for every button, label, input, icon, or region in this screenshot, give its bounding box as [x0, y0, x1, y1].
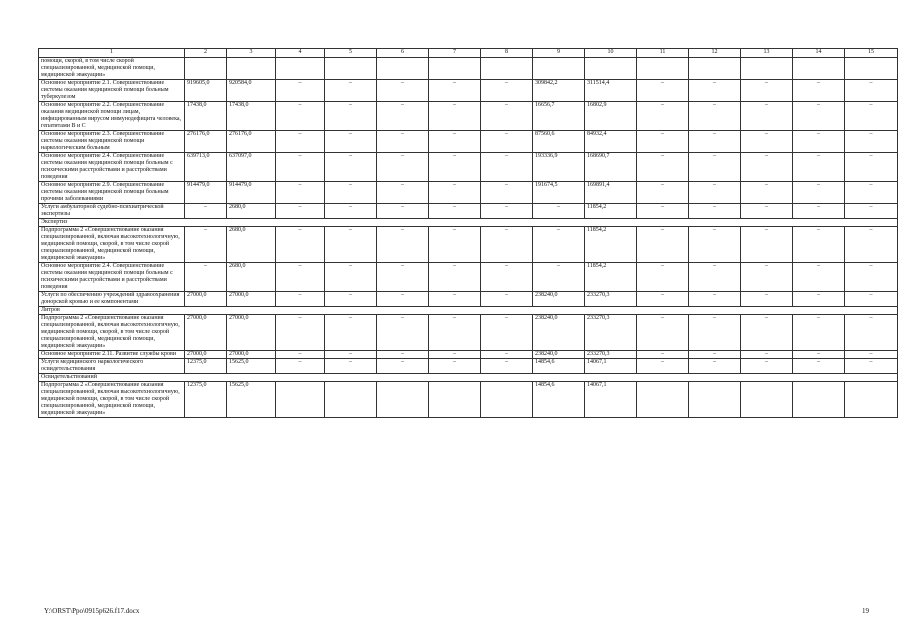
- table-row: [39, 263, 898, 292]
- value-cell: –: [845, 227, 898, 263]
- value-cell: –: [325, 315, 377, 351]
- value-cell: 2680,0: [227, 263, 276, 292]
- value-cell: 919605,0: [185, 80, 227, 102]
- page-number: 19: [862, 607, 869, 615]
- value-cell: 193336,9: [533, 153, 585, 182]
- value-cell: 914479,0: [185, 182, 227, 204]
- unit-row: [39, 307, 898, 315]
- value-cell: 84932,4: [585, 131, 637, 153]
- value-cell: 27000,0: [227, 315, 276, 351]
- value-cell: –: [689, 263, 741, 292]
- unit-label: Экспертиз: [39, 219, 898, 227]
- value-cell: –: [637, 359, 689, 374]
- budget-table: [38, 48, 898, 418]
- value-cell: –: [845, 131, 898, 153]
- value-cell: [185, 58, 227, 80]
- value-cell: 15625,0: [227, 382, 276, 418]
- value-cell: –: [429, 131, 481, 153]
- value-cell: 920584,0: [227, 80, 276, 102]
- value-cell: –: [429, 102, 481, 131]
- value-cell: –: [276, 80, 325, 102]
- value-cell: –: [276, 102, 325, 131]
- unit-label: Освидетельствований: [39, 374, 898, 382]
- value-cell: –: [741, 263, 793, 292]
- value-cell: 276176,0: [227, 131, 276, 153]
- value-cell: [689, 58, 741, 80]
- value-cell: –: [481, 80, 533, 102]
- value-cell: 27000,0: [185, 351, 227, 359]
- value-cell: –: [429, 359, 481, 374]
- value-cell: 27000,0: [185, 292, 227, 307]
- value-cell: –: [845, 153, 898, 182]
- value-cell: –: [325, 131, 377, 153]
- value-cell: –: [793, 131, 845, 153]
- value-cell: [741, 58, 793, 80]
- value-cell: –: [533, 227, 585, 263]
- table-row: [39, 182, 898, 204]
- value-cell: –: [325, 292, 377, 307]
- column-header: 12: [689, 49, 741, 58]
- value-cell: 914479,0: [227, 182, 276, 204]
- row-label: Основное мероприятие 2.2. Совершенствование оказания медицинской помощи лицам, инфицированным вирусом иммунодефицита человека, гепатитами B и C: [39, 102, 185, 131]
- value-cell: [793, 58, 845, 80]
- value-cell: –: [377, 131, 429, 153]
- table-row: [39, 131, 898, 153]
- value-cell: –: [793, 102, 845, 131]
- value-cell: –: [276, 204, 325, 219]
- value-cell: –: [325, 263, 377, 292]
- value-cell: 238240,0: [533, 351, 585, 359]
- value-cell: –: [325, 102, 377, 131]
- value-cell: –: [637, 204, 689, 219]
- value-cell: [793, 382, 845, 418]
- column-header: 13: [741, 49, 793, 58]
- value-cell: –: [689, 204, 741, 219]
- value-cell: –: [185, 263, 227, 292]
- value-cell: –: [689, 80, 741, 102]
- value-cell: –: [741, 153, 793, 182]
- row-label: Услуги амбулаторной судебно-психиатрической экспертизы: [39, 204, 185, 219]
- value-cell: –: [185, 204, 227, 219]
- value-cell: 637097,0: [227, 153, 276, 182]
- value-cell: –: [689, 292, 741, 307]
- value-cell: 233270,3: [585, 315, 637, 351]
- value-cell: 11854,2: [585, 227, 637, 263]
- value-cell: [845, 58, 898, 80]
- value-cell: –: [741, 227, 793, 263]
- unit-row: [39, 219, 898, 227]
- value-cell: –: [276, 359, 325, 374]
- value-cell: 168690,7: [585, 153, 637, 182]
- row-label: Основное мероприятие 2.3. Совершенствование системы оказания медицинской помощи наркологическим больным: [39, 131, 185, 153]
- row-label: Основное мероприятие 2.4. Совершенствование системы оказания медицинской помощи больным с психическими расстройствами и расстройствами поведения: [39, 153, 185, 182]
- value-cell: –: [845, 102, 898, 131]
- value-cell: –: [325, 182, 377, 204]
- value-cell: –: [276, 153, 325, 182]
- value-cell: –: [429, 315, 481, 351]
- row-label: Подпрограмма 2 «Совершенствование оказания специализированной, включая высокотехнологичную, медицинской помощи, скорой, в том числе скорой специализированной, медицинской помощи, медицинской эвакуации»: [39, 382, 185, 418]
- table-row: [39, 80, 898, 102]
- column-header: 10: [585, 49, 637, 58]
- value-cell: –: [533, 204, 585, 219]
- value-cell: 16656,7: [533, 102, 585, 131]
- value-cell: 87560,6: [533, 131, 585, 153]
- value-cell: [276, 58, 325, 80]
- table-row: [39, 204, 898, 219]
- value-cell: –: [793, 227, 845, 263]
- value-cell: –: [793, 359, 845, 374]
- value-cell: 169891,4: [585, 182, 637, 204]
- value-cell: 14854,6: [533, 382, 585, 418]
- table-row: [39, 315, 898, 351]
- column-header: 8: [481, 49, 533, 58]
- value-cell: –: [793, 263, 845, 292]
- row-label: Подпрограмма 2 «Совершенствование оказания специализированной, включая высокотехнологичную, медицинской помощи, скорой, в том числе скорой специализированной, медицинской помощи, медицинской эвакуации»: [39, 315, 185, 351]
- value-cell: 191674,5: [533, 182, 585, 204]
- value-cell: [585, 58, 637, 80]
- value-cell: 17438,0: [185, 102, 227, 131]
- value-cell: 14067,1: [585, 382, 637, 418]
- value-cell: –: [481, 263, 533, 292]
- value-cell: –: [481, 153, 533, 182]
- column-header: 4: [276, 49, 325, 58]
- value-cell: [325, 382, 377, 418]
- value-cell: –: [637, 227, 689, 263]
- value-cell: [377, 382, 429, 418]
- row-label: Подпрограмма 2 «Совершенствование оказания специализированной, включая высокотехнологичную, медицинской помощи, скорой, в том числе скорой специализированной, медицинской помощи, медицинской эвакуации»: [39, 227, 185, 263]
- value-cell: –: [377, 153, 429, 182]
- column-header: 3: [227, 49, 276, 58]
- column-header: 14: [793, 49, 845, 58]
- value-cell: [429, 58, 481, 80]
- row-label: Основное мероприятие 2.11. Развитие службы крови: [39, 351, 185, 359]
- value-cell: –: [793, 292, 845, 307]
- value-cell: –: [741, 315, 793, 351]
- row-label: Основное мероприятие 2.1. Совершенствование системы оказания медицинской помощи больным туберкулезом: [39, 80, 185, 102]
- column-header: 7: [429, 49, 481, 58]
- value-cell: –: [276, 351, 325, 359]
- value-cell: –: [481, 182, 533, 204]
- value-cell: –: [741, 80, 793, 102]
- value-cell: –: [637, 292, 689, 307]
- value-cell: –: [741, 102, 793, 131]
- value-cell: –: [481, 227, 533, 263]
- unit-label: Литров: [39, 307, 898, 315]
- table-row: [39, 292, 898, 307]
- value-cell: –: [689, 315, 741, 351]
- value-cell: [377, 58, 429, 80]
- value-cell: –: [276, 131, 325, 153]
- value-cell: –: [377, 292, 429, 307]
- row-label: помощи, скорой, в том числе скорой специализированной, медицинской помощи, медицинской эвакуации»: [39, 58, 185, 80]
- value-cell: –: [429, 263, 481, 292]
- value-cell: 14854,6: [533, 359, 585, 374]
- value-cell: –: [481, 359, 533, 374]
- value-cell: –: [325, 359, 377, 374]
- value-cell: –: [741, 204, 793, 219]
- column-header: 1: [39, 49, 185, 58]
- value-cell: –: [325, 153, 377, 182]
- value-cell: [481, 58, 533, 80]
- value-cell: –: [276, 315, 325, 351]
- value-cell: [276, 382, 325, 418]
- value-cell: –: [637, 351, 689, 359]
- value-cell: –: [325, 227, 377, 263]
- table-row: [39, 102, 898, 131]
- value-cell: –: [637, 315, 689, 351]
- value-cell: –: [793, 80, 845, 102]
- value-cell: –: [377, 359, 429, 374]
- value-cell: –: [377, 182, 429, 204]
- value-cell: –: [481, 204, 533, 219]
- value-cell: 233270,3: [585, 292, 637, 307]
- value-cell: 27000,0: [227, 292, 276, 307]
- column-header: 5: [325, 49, 377, 58]
- row-label: Услуги медицинского наркологического освидетельствования: [39, 359, 185, 374]
- value-cell: –: [276, 182, 325, 204]
- value-cell: –: [276, 227, 325, 263]
- table-row: [39, 153, 898, 182]
- value-cell: –: [741, 292, 793, 307]
- value-cell: –: [377, 351, 429, 359]
- value-cell: –: [845, 359, 898, 374]
- column-header: 15: [845, 49, 898, 58]
- value-cell: –: [689, 131, 741, 153]
- value-cell: [637, 382, 689, 418]
- table-row: [39, 359, 898, 374]
- value-cell: 639713,0: [185, 153, 227, 182]
- value-cell: –: [429, 227, 481, 263]
- value-cell: –: [741, 131, 793, 153]
- value-cell: –: [689, 182, 741, 204]
- value-cell: –: [377, 263, 429, 292]
- value-cell: –: [429, 80, 481, 102]
- value-cell: [533, 58, 585, 80]
- value-cell: –: [377, 227, 429, 263]
- table-row: [39, 351, 898, 359]
- table-row: [39, 382, 898, 418]
- value-cell: –: [689, 359, 741, 374]
- value-cell: –: [637, 80, 689, 102]
- value-cell: –: [276, 263, 325, 292]
- value-cell: 238240,0: [533, 292, 585, 307]
- column-header: 6: [377, 49, 429, 58]
- table-row: [39, 227, 898, 263]
- column-header: 9: [533, 49, 585, 58]
- value-cell: –: [637, 182, 689, 204]
- value-cell: 311514,4: [585, 80, 637, 102]
- row-label: Услуги по обеспечению учреждений здравоохранения донорской кровью и ее компонентами: [39, 292, 185, 307]
- value-cell: [845, 382, 898, 418]
- row-label: Основное мероприятие 2.9. Совершенствование системы оказания медицинской помощи больным прочими заболеваниями: [39, 182, 185, 204]
- value-cell: [325, 58, 377, 80]
- value-cell: –: [377, 204, 429, 219]
- value-cell: –: [325, 351, 377, 359]
- value-cell: –: [377, 80, 429, 102]
- value-cell: 27000,0: [227, 351, 276, 359]
- value-cell: –: [637, 131, 689, 153]
- value-cell: [481, 382, 533, 418]
- value-cell: –: [637, 153, 689, 182]
- value-cell: 309842,2: [533, 80, 585, 102]
- value-cell: –: [637, 263, 689, 292]
- value-cell: –: [793, 153, 845, 182]
- value-cell: 276176,0: [185, 131, 227, 153]
- value-cell: –: [276, 292, 325, 307]
- value-cell: [637, 58, 689, 80]
- value-cell: –: [845, 80, 898, 102]
- value-cell: 2680,0: [227, 204, 276, 219]
- value-cell: –: [793, 315, 845, 351]
- value-cell: 12375,0: [185, 382, 227, 418]
- value-cell: –: [741, 359, 793, 374]
- value-cell: –: [325, 80, 377, 102]
- unit-row: [39, 374, 898, 382]
- value-cell: –: [845, 351, 898, 359]
- value-cell: –: [429, 351, 481, 359]
- value-cell: 233270,3: [585, 351, 637, 359]
- value-cell: 27000,0: [185, 315, 227, 351]
- value-cell: –: [793, 204, 845, 219]
- value-cell: –: [793, 351, 845, 359]
- value-cell: 238240,0: [533, 315, 585, 351]
- value-cell: [227, 58, 276, 80]
- value-cell: –: [377, 315, 429, 351]
- document-path: Y:\ORST\Ppo\0915p626.f17.docx: [44, 607, 140, 615]
- value-cell: [741, 382, 793, 418]
- value-cell: –: [637, 102, 689, 131]
- value-cell: –: [689, 153, 741, 182]
- value-cell: 17438,0: [227, 102, 276, 131]
- value-cell: 14067,1: [585, 359, 637, 374]
- value-cell: –: [429, 292, 481, 307]
- value-cell: –: [533, 263, 585, 292]
- column-header: 11: [637, 49, 689, 58]
- value-cell: –: [741, 182, 793, 204]
- table-header-row: [39, 49, 898, 58]
- table-row: [39, 58, 898, 80]
- value-cell: –: [689, 351, 741, 359]
- value-cell: –: [689, 102, 741, 131]
- column-header: 2: [185, 49, 227, 58]
- value-cell: –: [429, 204, 481, 219]
- value-cell: –: [481, 351, 533, 359]
- value-cell: –: [845, 315, 898, 351]
- value-cell: –: [429, 182, 481, 204]
- value-cell: 12375,0: [185, 359, 227, 374]
- value-cell: –: [845, 263, 898, 292]
- value-cell: –: [185, 227, 227, 263]
- row-label: Основное мероприятие 2.4. Совершенствование системы оказания медицинской помощи больным с психическими расстройствами и расстройствами поведения: [39, 263, 185, 292]
- value-cell: –: [689, 227, 741, 263]
- value-cell: 11854,2: [585, 263, 637, 292]
- value-cell: –: [377, 102, 429, 131]
- value-cell: [429, 382, 481, 418]
- budget-table-sheet: [38, 48, 874, 418]
- value-cell: [689, 382, 741, 418]
- value-cell: 2680,0: [227, 227, 276, 263]
- value-cell: 11854,2: [585, 204, 637, 219]
- value-cell: 16802,9: [585, 102, 637, 131]
- value-cell: –: [845, 182, 898, 204]
- value-cell: –: [845, 204, 898, 219]
- value-cell: –: [481, 292, 533, 307]
- value-cell: –: [325, 204, 377, 219]
- value-cell: –: [481, 102, 533, 131]
- value-cell: –: [481, 315, 533, 351]
- value-cell: –: [481, 131, 533, 153]
- value-cell: –: [429, 153, 481, 182]
- value-cell: –: [741, 351, 793, 359]
- value-cell: 15625,0: [227, 359, 276, 374]
- value-cell: –: [793, 182, 845, 204]
- value-cell: –: [845, 292, 898, 307]
